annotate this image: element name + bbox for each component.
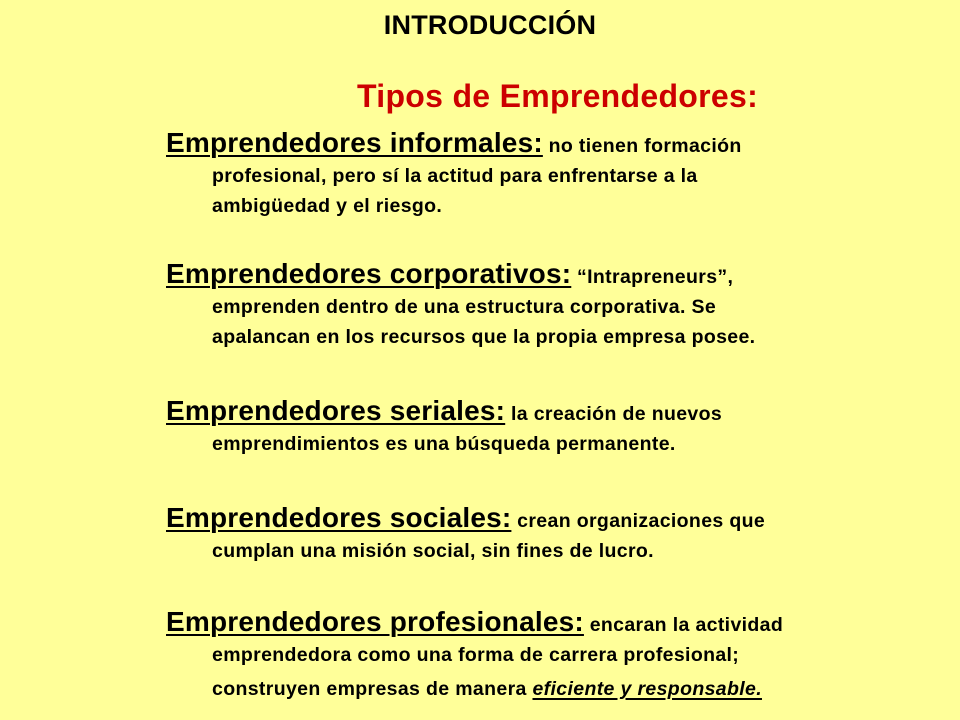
entrepreneur-type-corporate <box>166 259 906 352</box>
item-text: encaran la actividad <box>583 614 784 636</box>
slide-subtitle: Tipos de Emprendedores: <box>357 78 759 114</box>
entrepreneur-type-social <box>166 503 906 566</box>
item-text: emprendimientos es una búsqueda permanente. <box>212 433 676 455</box>
item-text: cumplan una misión social, sin fines de lucro. <box>212 540 654 562</box>
item-text: apalancan en los recursos que la propia empresa posee. <box>212 326 756 348</box>
item-term: Emprendedores seriales: <box>166 395 506 426</box>
item-first-line <box>166 396 906 429</box>
item-term: Emprendedores corporativos: <box>166 258 572 289</box>
item-term: Emprendedores profesionales: <box>166 606 584 637</box>
slide-heading: INTRODUCCIÓN <box>383 10 597 40</box>
entrepreneur-type-professional <box>166 607 906 704</box>
item-text: no tienen formación <box>542 135 742 157</box>
item-text: profesional, pero sí la actitud para enfrentarse a la <box>212 165 698 187</box>
item-first-line <box>166 128 906 161</box>
entrepreneur-type-serial <box>166 396 906 459</box>
item-text: crean organizaciones que <box>511 510 766 532</box>
item-text: ambigüedad y el riesgo. <box>212 195 443 217</box>
emphasized-text: eficiente y responsable. <box>532 678 762 700</box>
item-text: emprendedora como una forma de carrera profesional; <box>212 644 740 666</box>
item-text: la creación de nuevos <box>505 403 723 425</box>
item-term: Emprendedores informales: <box>166 127 543 158</box>
item-term: Emprendedores sociales: <box>166 502 512 533</box>
item-last-line <box>166 674 906 704</box>
item-first-line <box>166 259 906 292</box>
item-first-line <box>166 607 906 640</box>
item-text: emprenden dentro de una estructura corporativa. Se <box>212 296 717 318</box>
item-first-line <box>166 503 906 536</box>
item-text: construyen empresas de manera <box>212 678 533 700</box>
entrepreneur-type-informal <box>166 128 906 221</box>
item-text: “Intrapreneurs”, <box>571 266 734 288</box>
